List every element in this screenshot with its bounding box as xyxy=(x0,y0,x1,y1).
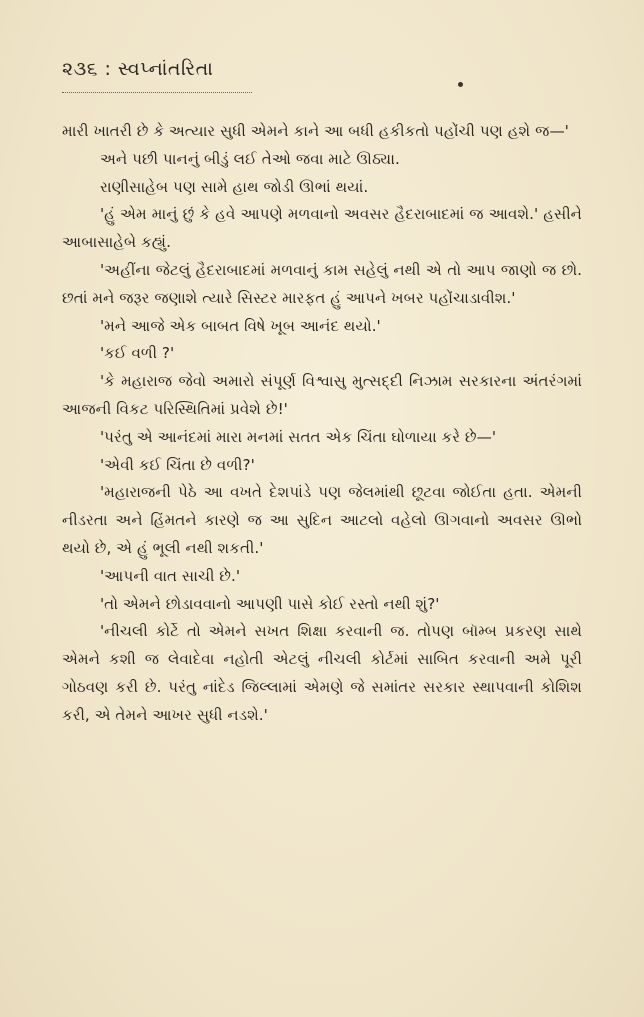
paragraph: 'પરંતુ એ આનંદમાં મારા મનમાં સતત એક ચિંતા ઘોળાયા કરે છે—' xyxy=(100,427,496,446)
paragraph: રાણીસાહેબ પણ સામે હાથ જોડી ઊભાં થયાં. xyxy=(100,177,369,196)
paragraph: 'આપની વાત સાચી છે.' xyxy=(100,566,241,585)
paragraph: 'કે મહારાજ જેવો અમારો સંપૂર્ણ વિશ્વાસુ મુત્સદ્દી નિઝામ સરકારના અંતરંગમાં આજની વિકટ પરિસ્થિતિમાં પ્રવેશે છે!' xyxy=(62,372,582,418)
paragraph: 'તો એમને છોડાવવાનો આપણી પાસે કોઈ રસ્તો નથી શું?' xyxy=(100,594,440,613)
page-body xyxy=(62,118,582,730)
paragraph: 'અહીંના જેટલું હૈદરાબાદમાં મળવાનું કામ સહેલું નથી એ તો આપ જાણો જ છો. છતાં મને જરૂર જણાશે ત્યારે સિસ્ટર મારફત હું આપને ખબર પહોંચાડાવીશ.' xyxy=(62,260,582,307)
paragraph: મારી ખાતરી છે કે અત્યાર સુધી એમને કાને આ બધી હકીકતો પહોંચી પણ હશે જ—' xyxy=(62,122,569,140)
paragraph: 'મહારાજની પેઠે આ વખતે દેશપાંડે પણ જેલમાંથી છૂટવા જોઈતા હતા. એમની નીડરતા અને હિંમતને કારણે જ આ સુદિન આટલો વહેલો ઊગવાનો અવસર ઊભો થયો છે, એ હું ભૂલી નથી શકતી.' xyxy=(62,483,582,557)
header-underline xyxy=(62,92,252,97)
paragraph: 'મને આજે એક બાબત વિષે ખૂબ આનંદ થયો.' xyxy=(100,316,381,335)
paragraph: 'એવી કઈ ચિંતા છે વળી?' xyxy=(100,455,255,474)
ink-dot xyxy=(458,82,463,87)
paragraph: અને પછી પાનનું બીડું લઈ તેઓ જવા માટે ઊઠ્યા. xyxy=(100,149,400,168)
paragraph: 'કઈ વળી ?' xyxy=(100,344,175,363)
paragraph: 'નીચલી કોર્ટે તો એમને સખત શિક્ષા કરવાની જ. તોપણ બૉમ્બ પ્રકરણ સાથે એમને કશી જ લેવાદેવા નહોતી એટલું નીચલી કોર્ટમાં સાબિત કરવાની અમે પૂરી ગોઠવણ કરી છે. પરંતુ નાંદેડ જિલ્લામાં એમણે જે સમાંતર સરકાર સ્થાપવાની કોશિશ કરી, એ તેમને આખર સુધી નડશે.' xyxy=(62,622,582,724)
paragraph: 'હું એમ માનું છું કે હવે આપણે મળવાનો અવસર હૈદરાબાદમાં જ આવશે.' હસીને આબાસાહેબે કહ્યું. xyxy=(62,205,582,252)
page-header xyxy=(62,58,582,98)
page-number-and-title: ૨૩૬ : સ્વપ્નાંતરિતા xyxy=(62,58,214,80)
